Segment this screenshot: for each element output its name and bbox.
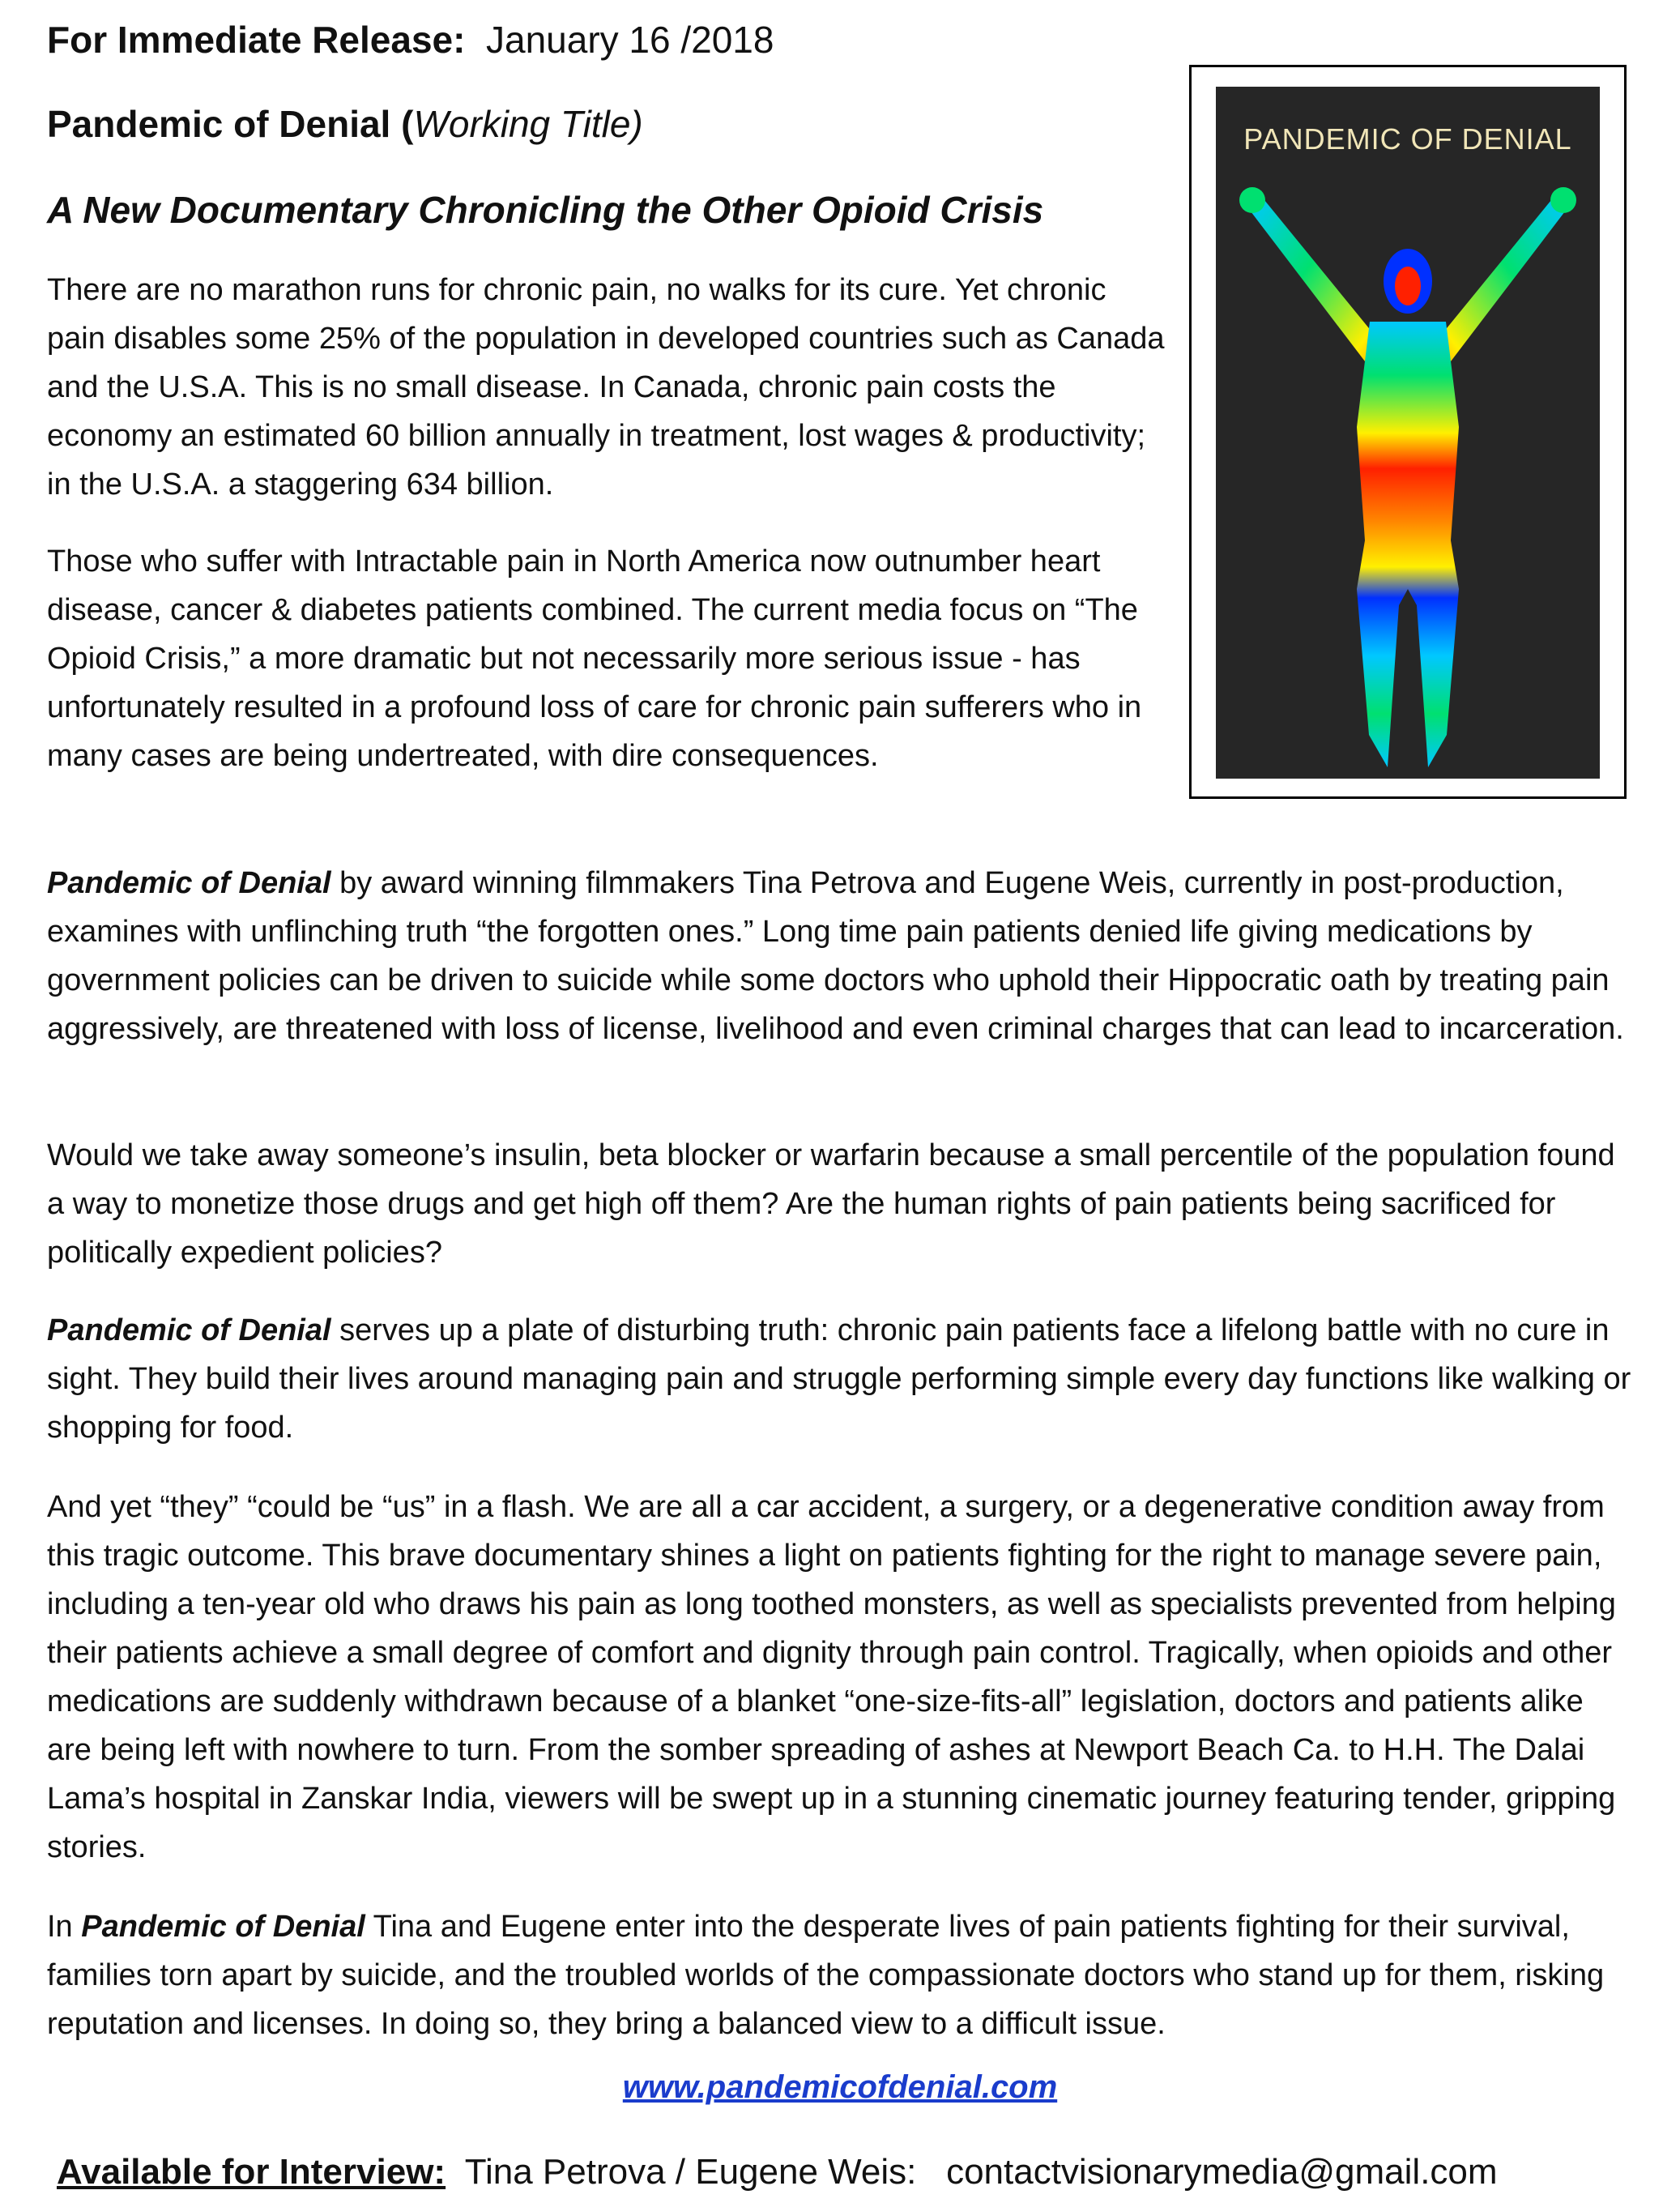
paragraph-1: There are no marathon runs for chronic pain, no walks for its cure. Yet chronic pain disables some 25% of the population in developed countries such as Canada and the U.S.A. This is no small disease. In Canada, chronic pain costs the economy an estimated 60 billion annually in treatment, lost wages & productivity; in the U.S.A. a staggering 634 billion. — [47, 273, 1165, 502]
paragraph-3 — [47, 859, 1635, 1053]
poster-frame — [1189, 65, 1627, 799]
paragraph-5 — [47, 1306, 1635, 1452]
head-hotspot-shape — [1395, 267, 1421, 305]
release-line — [47, 15, 774, 65]
interview-line — [57, 2149, 1498, 2196]
interview-email[interactable]: contactvisionarymedia@gmail.com — [946, 2152, 1498, 2192]
film-title-emphasis: Pandemic of Denial — [47, 1313, 331, 1347]
document-subtitle: A New Documentary Chronicling the Other Opioid Crisis — [47, 189, 1044, 231]
paragraph-2: Those who suffer with Intractable pain in North America now outnumber heart disease, cancer & diabetes patients combined. The current media focus on “The Opioid Crisis,” a more dramatic but not necessarily more serious issue - has unfortunately resulted in a profound loss of care for chronic pain sufferers who in many cases are being undertreated, with dire consequences. — [47, 544, 1142, 773]
interview-label: Available for Interview: — [57, 2152, 446, 2192]
release-date: January 16 /2018 — [485, 19, 774, 61]
body-shape — [1357, 322, 1459, 767]
right-hand-shape — [1550, 187, 1576, 213]
paragraph-4: Would we take away someone’s insulin, beta blocker or warfarin because a small percentile of the population found a way to monetize those drugs and get high off them? Are the human rights of pain patients being sacrificed for politically expedient policies? — [47, 1138, 1615, 1270]
paragraph-7-pre: In — [47, 1910, 82, 1944]
paragraph-6: And yet “they” “could be “us” in a flash. We are all a car accident, a surgery, or a degenerative condition away from this tragic outcome. This brave documentary shines a light on patients fighting for the right to manage severe pain, including a ten-year old who draws his pain as long toothed monsters, as well as specialists prevented from helping their patients achieve a small degree of comfort and dignity through pain control. Tragically, when opioids and other medications are suddenly withdrawn because of a blanket “one-size-fits-all” legislation, doctors and patients alike are being left with nowhere to turn. From the somber spreading of ashes at Newport Beach Ca. to H.H. The Dalai Lama’s hospital in Zanskar India, viewers will be swept up in a stunning cinematic journey featuring tender, gripping stories. — [47, 1490, 1616, 1864]
website-link[interactable]: www.pandemicofdenial.com — [622, 2069, 1058, 2105]
poster-title: PANDEMIC OF DENIAL — [1243, 122, 1572, 156]
release-label: For Immediate Release: — [47, 19, 466, 61]
paragraph-7-text: Tina and Eugene enter into the desperate lives of pain patients fighting for their survival, families torn apart by suicide, and the troubled worlds of the compassionate doctors who stand up for them, risking reputation and licenses. In doing so, they bring a balanced view to a difficult issue. — [47, 1910, 1605, 2041]
left-hand-shape — [1239, 187, 1265, 213]
title-main: Pandemic of Denial ( — [47, 103, 414, 145]
film-poster — [1216, 87, 1600, 779]
paragraph-3-text: by award winning filmmakers Tina Petrova and Eugene Weis, currently in post-production, examines with unflinching truth “the forgotten ones.” Long time pain patients denied life giving medications by government policies can be driven to suicide while some doctors who uphold their Hippocratic oath by treating pain aggressively, are threatened with loss of license, livelihood and even criminal charges that can lead to incarceration. — [47, 866, 1624, 1046]
interview-names: Tina Petrova / Eugene Weis: — [464, 2152, 917, 2192]
title-working: Working Title) — [413, 103, 643, 145]
paragraph-5-text: serves up a plate of disturbing truth: chronic pain patients face a lifelong battle with no cure in sight. They build their lives around managing pain and struggle performing simple every day functions like walking or shopping for food. — [47, 1313, 1631, 1445]
film-title-emphasis: Pandemic of Denial — [81, 1910, 365, 1944]
document-title — [47, 99, 643, 149]
website-line — [0, 2064, 1680, 2110]
thermal-figure-graphic — [1216, 87, 1600, 779]
paragraph-7 — [47, 1902, 1635, 2048]
film-title-emphasis: Pandemic of Denial — [47, 866, 331, 900]
